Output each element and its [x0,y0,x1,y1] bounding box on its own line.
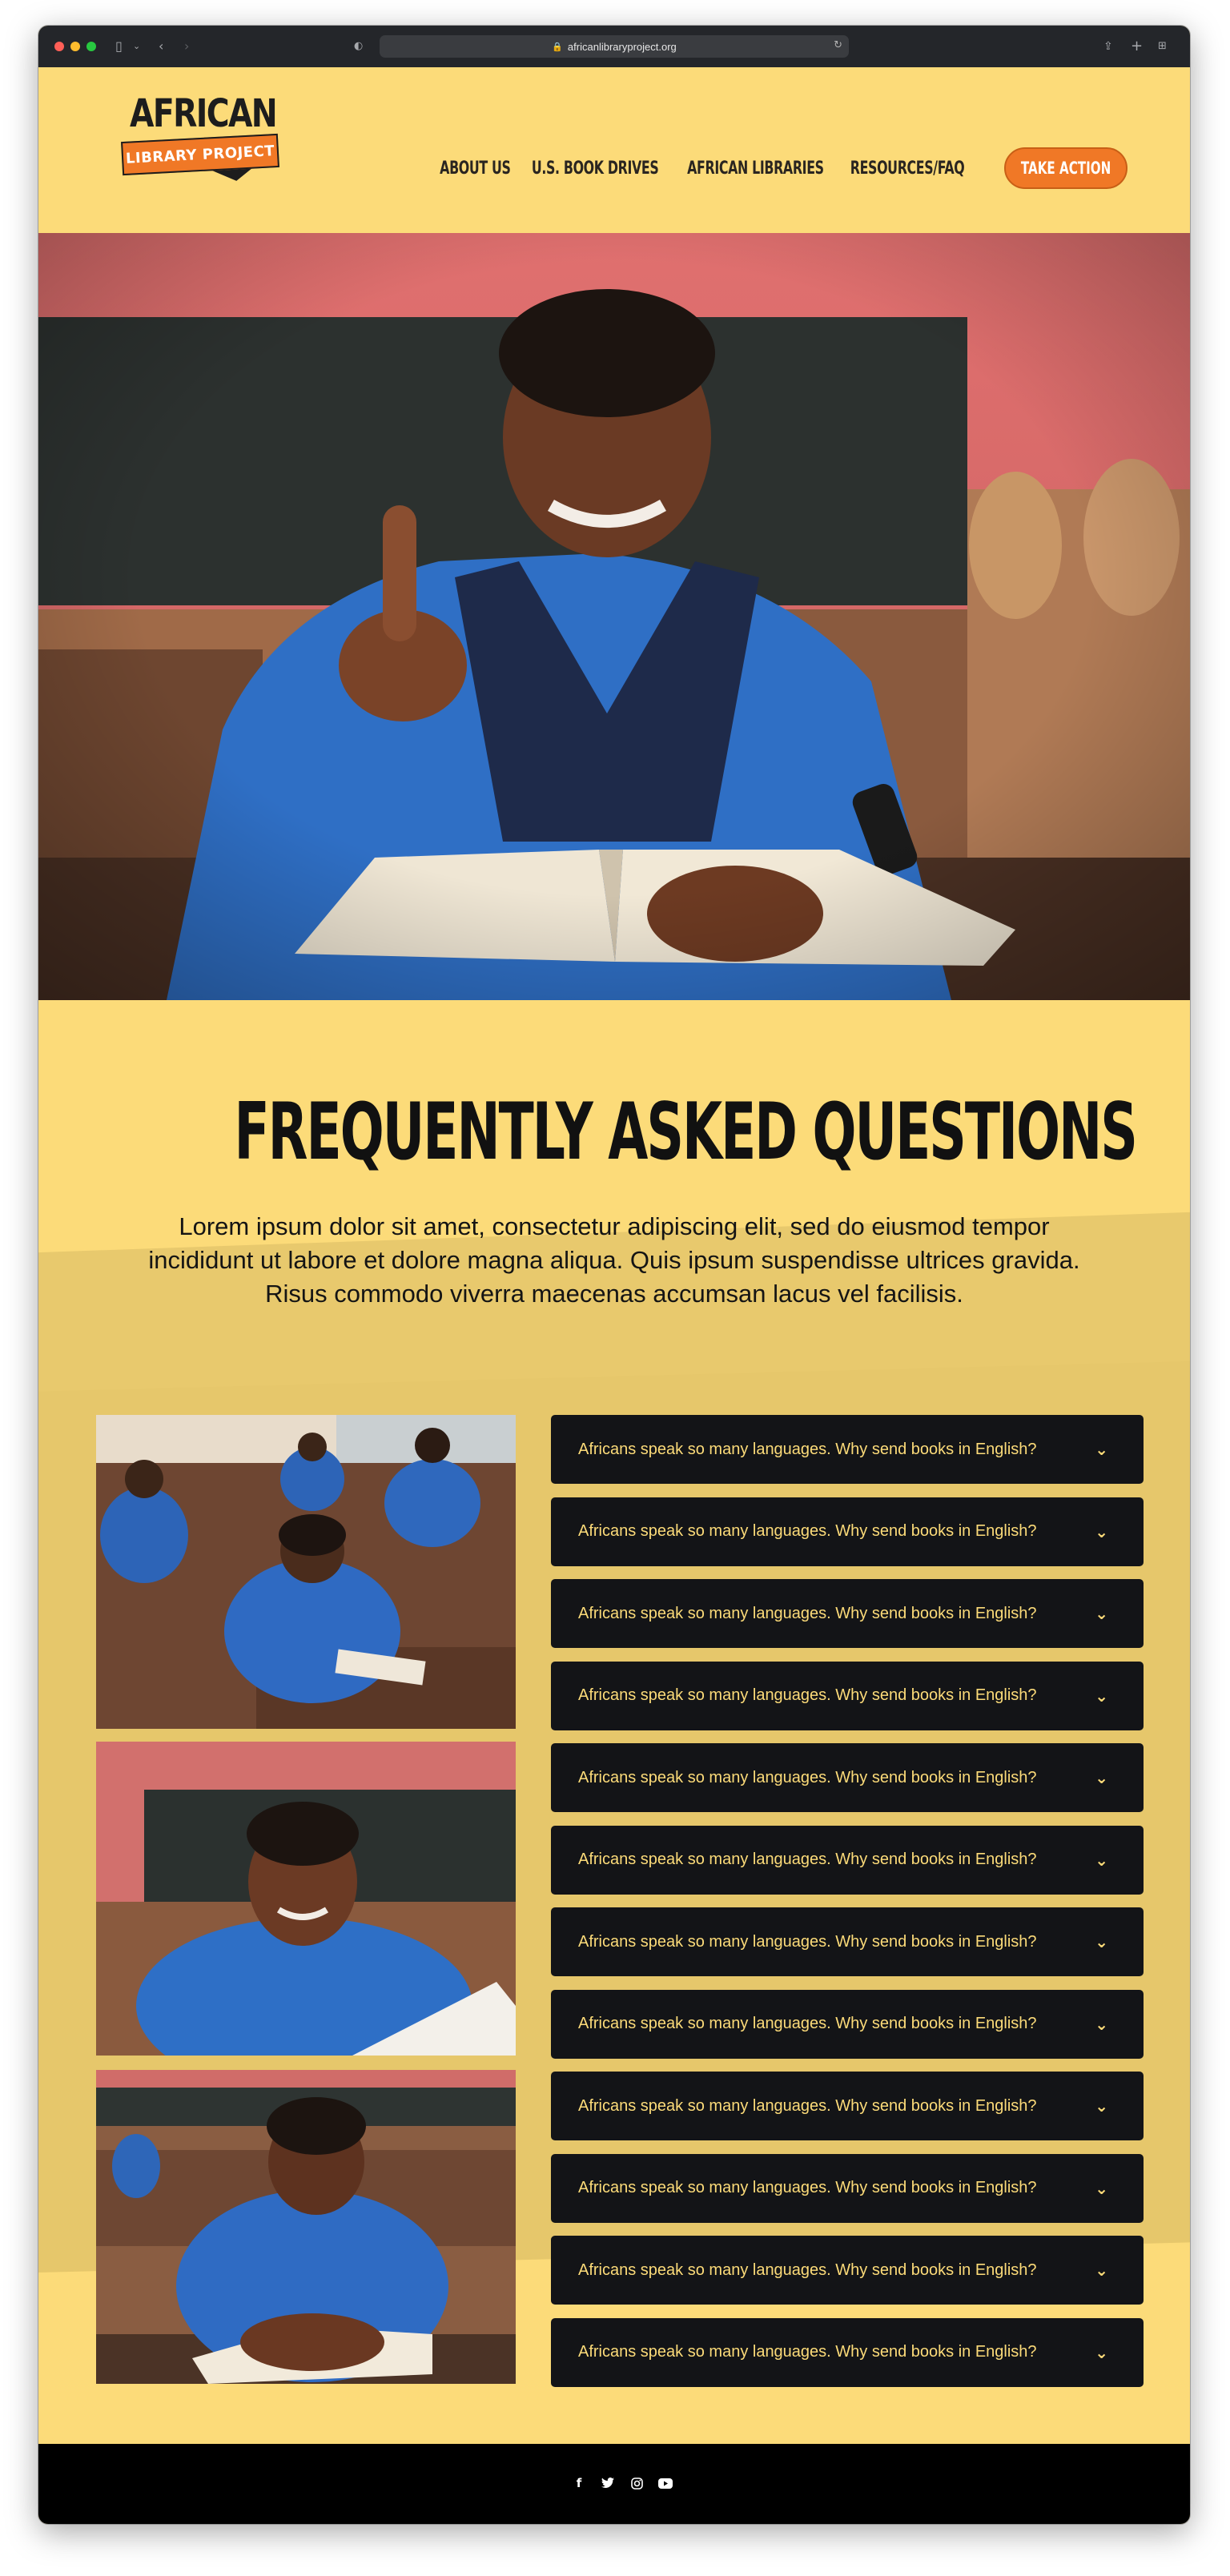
chevron-down-icon[interactable]: ⌄ [133,41,141,51]
chevron-down-icon: ⌄ [1095,1440,1108,1459]
reload-icon[interactable]: ↻ [834,39,842,51]
twitter-icon[interactable] [599,2474,617,2492]
nav-item-resources-faq[interactable]: RESOURCES/FAQ [850,158,965,179]
take-action-button[interactable] [1004,147,1128,189]
social-links [570,2474,674,2492]
sidebar-toggle-icon[interactable]: ▯ [115,38,123,54]
youtube-icon[interactable] [657,2474,674,2492]
smiling-student-photo [96,1742,516,2056]
faq-item[interactable] [551,1907,1144,1976]
faq-item[interactable] [551,1662,1144,1730]
faq-question: Africans speak so many languages. Why send books in English? [578,1440,1037,1458]
tab-overview-icon[interactable]: ⊞ [1158,40,1167,52]
faq-question: Africans speak so many languages. Why send books in English? [578,1932,1037,1951]
faq-item[interactable] [551,2318,1144,2387]
chevron-down-icon: ⌄ [1095,1768,1108,1787]
chevron-down-icon: ⌄ [1095,1850,1108,1870]
close-window-button[interactable] [54,42,64,51]
faq-item[interactable] [551,2154,1144,2223]
main-nav [440,147,1128,189]
faq-item[interactable] [551,2072,1144,2140]
share-icon[interactable]: ⇪ [1103,40,1113,53]
take-action-label: TAKE ACTION [1020,159,1111,178]
faq-question: Africans speak so many languages. Why send books in English? [578,1851,1037,1868]
nav-item-african-libraries[interactable]: AFRICAN LIBRARIES [687,158,824,179]
faq-question: Africans speak so many languages. Why send books in English? [578,2096,1037,2115]
site-logo[interactable] [117,91,285,186]
faq-question: Africans speak so many languages. Why send books in English? [578,2343,1037,2361]
faq-item[interactable] [551,1743,1144,1812]
browser-window [38,26,1190,2524]
faq-intro-text: Lorem ipsum dolor sit amet, consectetur adipiscing elit, sed do eiusmod tempor incididunt ut labore et dolore magna aliqua. Quis ipsum suspendisse ultrices gravida. Risus commodo viverra maecenas accumsan lacus vel facilisis. [148,1212,1080,1308]
chevron-down-icon: ⌄ [1095,2014,1108,2034]
back-arrow-icon[interactable]: ‹ [159,38,164,54]
faq-item[interactable] [551,1497,1144,1566]
url-text: africanlibraryproject.org [567,40,677,53]
faq-question: Africans speak so many languages. Why send books in English? [578,1522,1037,1540]
hero-photo [38,233,1190,1000]
browser-toolbar [38,26,1190,67]
chevron-down-icon: ⌄ [1095,1604,1108,1623]
faq-question: Africans speak so many languages. Why send books in English? [578,2179,1037,2196]
faq-question: Africans speak so many languages. Why send books in English? [578,1768,1037,1786]
chevron-down-icon: ⌄ [1095,2342,1108,2362]
faq-item[interactable] [551,1415,1144,1484]
new-tab-icon[interactable]: + [1131,38,1144,54]
classroom-students-reading-photo [96,1415,516,1729]
forward-arrow-icon[interactable]: › [184,38,190,54]
instagram-icon[interactable] [628,2474,645,2492]
student-reading-book-photo [96,2070,516,2384]
faq-item[interactable] [551,1990,1144,2059]
chevron-down-icon: ⌄ [1095,2178,1108,2198]
chevron-down-icon: ⌄ [1095,1932,1108,1951]
faq-question: Africans speak so many languages. Why send books in English? [578,1604,1037,1622]
site-header [38,67,1190,233]
hero-image [38,233,1190,1000]
address-bar[interactable] [380,35,849,58]
chevron-down-icon: ⌄ [1095,2261,1108,2280]
window-controls [54,42,96,51]
zoom-window-button[interactable] [86,42,96,51]
privacy-shield-icon[interactable]: ◐ [354,40,364,52]
faq-item[interactable] [551,1826,1144,1895]
faq-item[interactable] [551,2236,1144,2305]
chevron-down-icon: ⌄ [1095,2096,1108,2116]
faq-accordion [551,1415,1144,2400]
logo-subtitle-text: LIBRARY PROJECT [125,142,275,167]
faq-question: Africans speak so many languages. Why send books in English? [578,2261,1037,2279]
faq-title: FREQUENTLY ASKED QUESTIONS [234,1087,1136,1178]
faq-section [38,1000,1190,2444]
facebook-icon[interactable]: f [576,2476,582,2490]
nav-item-us-book-drives[interactable]: U.S. BOOK DRIVES [531,158,659,179]
faq-question: Africans speak so many languages. Why send books in English? [578,2015,1037,2032]
logo-title: AFRICAN [130,91,277,136]
faq-question: Africans speak so many languages. Why send books in English? [578,1686,1037,1704]
faq-item[interactable] [551,1579,1144,1648]
chevron-down-icon: ⌄ [1095,1686,1108,1706]
nav-item-about-us[interactable]: ABOUT US [440,158,511,179]
chevron-down-icon: ⌄ [1095,1521,1108,1541]
minimize-window-button[interactable] [70,42,80,51]
lock-icon: 🔒 [552,41,563,52]
site-footer [38,2444,1190,2524]
